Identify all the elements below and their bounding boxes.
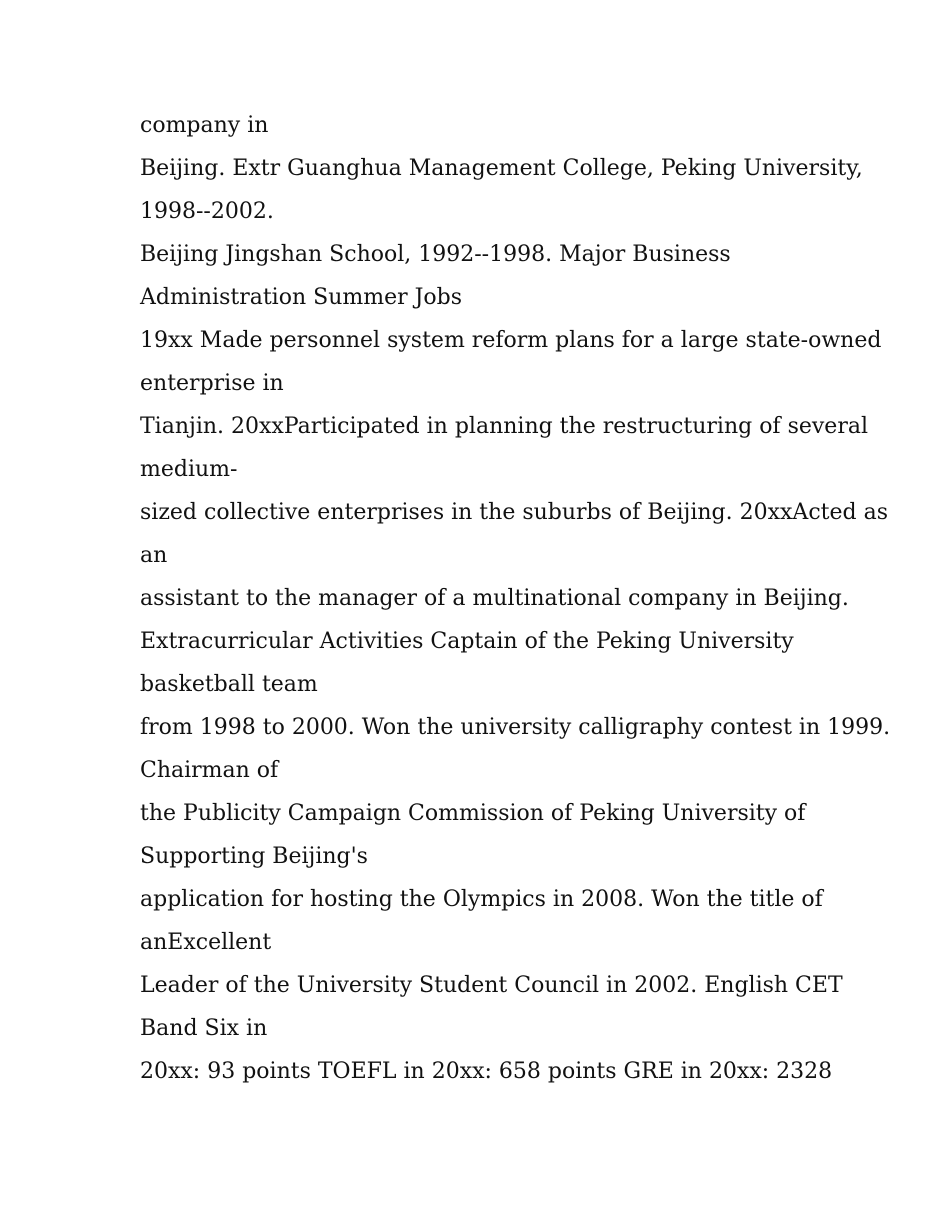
text-line: an [140,543,168,568]
text-line: enterprise in [140,371,284,396]
text-line: assistant to the manager of a multinational company in Beijing. [140,586,849,611]
text-line: sized collective enterprises in the suburbs of Beijing. 20xxActed as [140,500,888,525]
text-line: Beijing. Extr Guanghua Management College, Peking University, [140,156,863,181]
text-line: Leader of the University Student Council in 2002. English CET [140,973,843,998]
text-line: 1998--2002. [140,199,274,224]
text-line: Chairman of [140,758,279,783]
text-line: Extracurricular Activities Captain of the Peking University [140,629,794,654]
text-line: from 1998 to 2000. Won the university calligraphy contest in 1999. [140,715,891,740]
text-line: Beijing Jingshan School, 1992--1998. Major Business [140,242,731,267]
text-line: 20xx: 93 points TOEFL in 20xx: 658 points GRE in 20xx: 2328 [140,1059,833,1084]
text-line: Tianjin. 20xxParticipated in planning the restructuring of several [140,414,868,439]
text-line: Band Six in [140,1016,268,1041]
text-line: anExcellent [140,930,272,955]
document-body [140,104,891,1093]
text-line: Supporting Beijing's [140,844,368,869]
text-line: Administration Summer Jobs [140,285,463,310]
text-line: company in [140,113,269,138]
text-line: 19xx Made personnel system reform plans for a large state-owned [140,328,882,353]
text-line: basketball team [140,672,318,697]
text-line: the Publicity Campaign Commission of Peking University of [140,801,806,826]
text-line: medium- [140,457,238,482]
text-line: application for hosting the Olympics in 2008. Won the title of [140,887,823,912]
